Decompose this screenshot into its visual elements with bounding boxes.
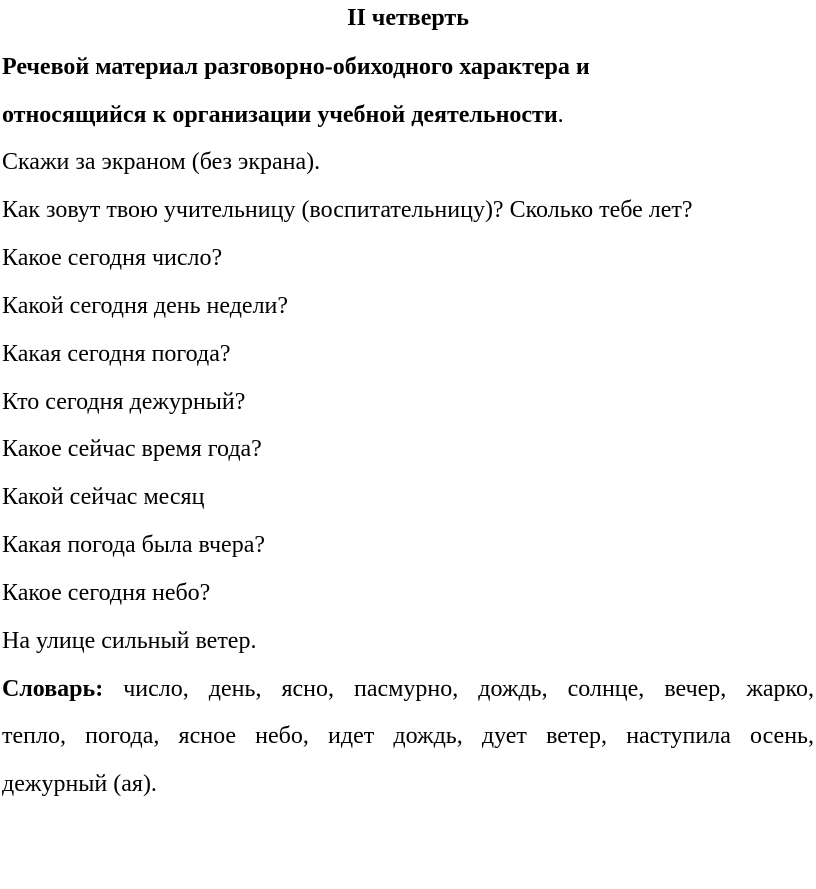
document-title: II четверть xyxy=(347,5,469,31)
vocab-line-2: тепло, погода, ясное небо, идет дождь, дует ветер, наступила осень, xyxy=(2,723,814,749)
section-heading-text: относящийся к организации учебной деятельности xyxy=(2,102,558,128)
vocab-line-1 xyxy=(2,675,814,703)
text-line: Какая сегодня погода? xyxy=(2,341,231,367)
text-line: Как зовут твою учительницу (воспитательницу)? Сколько тебе лет? xyxy=(2,197,693,223)
text-line: Кто сегодня дежурный? xyxy=(2,389,246,415)
vocab-line-3: дежурный (ая). xyxy=(2,771,157,797)
text-line: Какой сейчас месяц xyxy=(2,484,205,510)
text-line: Какое сегодня небо? xyxy=(2,580,211,606)
text-line: Какое сегодня число? xyxy=(2,245,223,271)
text-line: Скажи за экраном (без экрана). xyxy=(2,149,321,175)
section-heading-line-1: Речевой материал разговорно-обиходного характера и xyxy=(2,54,590,80)
section-heading-period: . xyxy=(557,102,564,128)
text-line: На улице сильный ветер. xyxy=(2,628,257,654)
text-line: Какое сейчас время года? xyxy=(2,436,262,462)
text-line: Какой сегодня день недели? xyxy=(2,293,289,319)
vocab-label: Словарь: xyxy=(2,676,104,702)
text-line: Какая погода была вчера? xyxy=(2,532,266,558)
section-heading-line-2 xyxy=(2,101,814,129)
vocab-text-1: число, день, ясно, пасмурно, дождь, солнце, вечер, жарко, xyxy=(103,676,814,702)
